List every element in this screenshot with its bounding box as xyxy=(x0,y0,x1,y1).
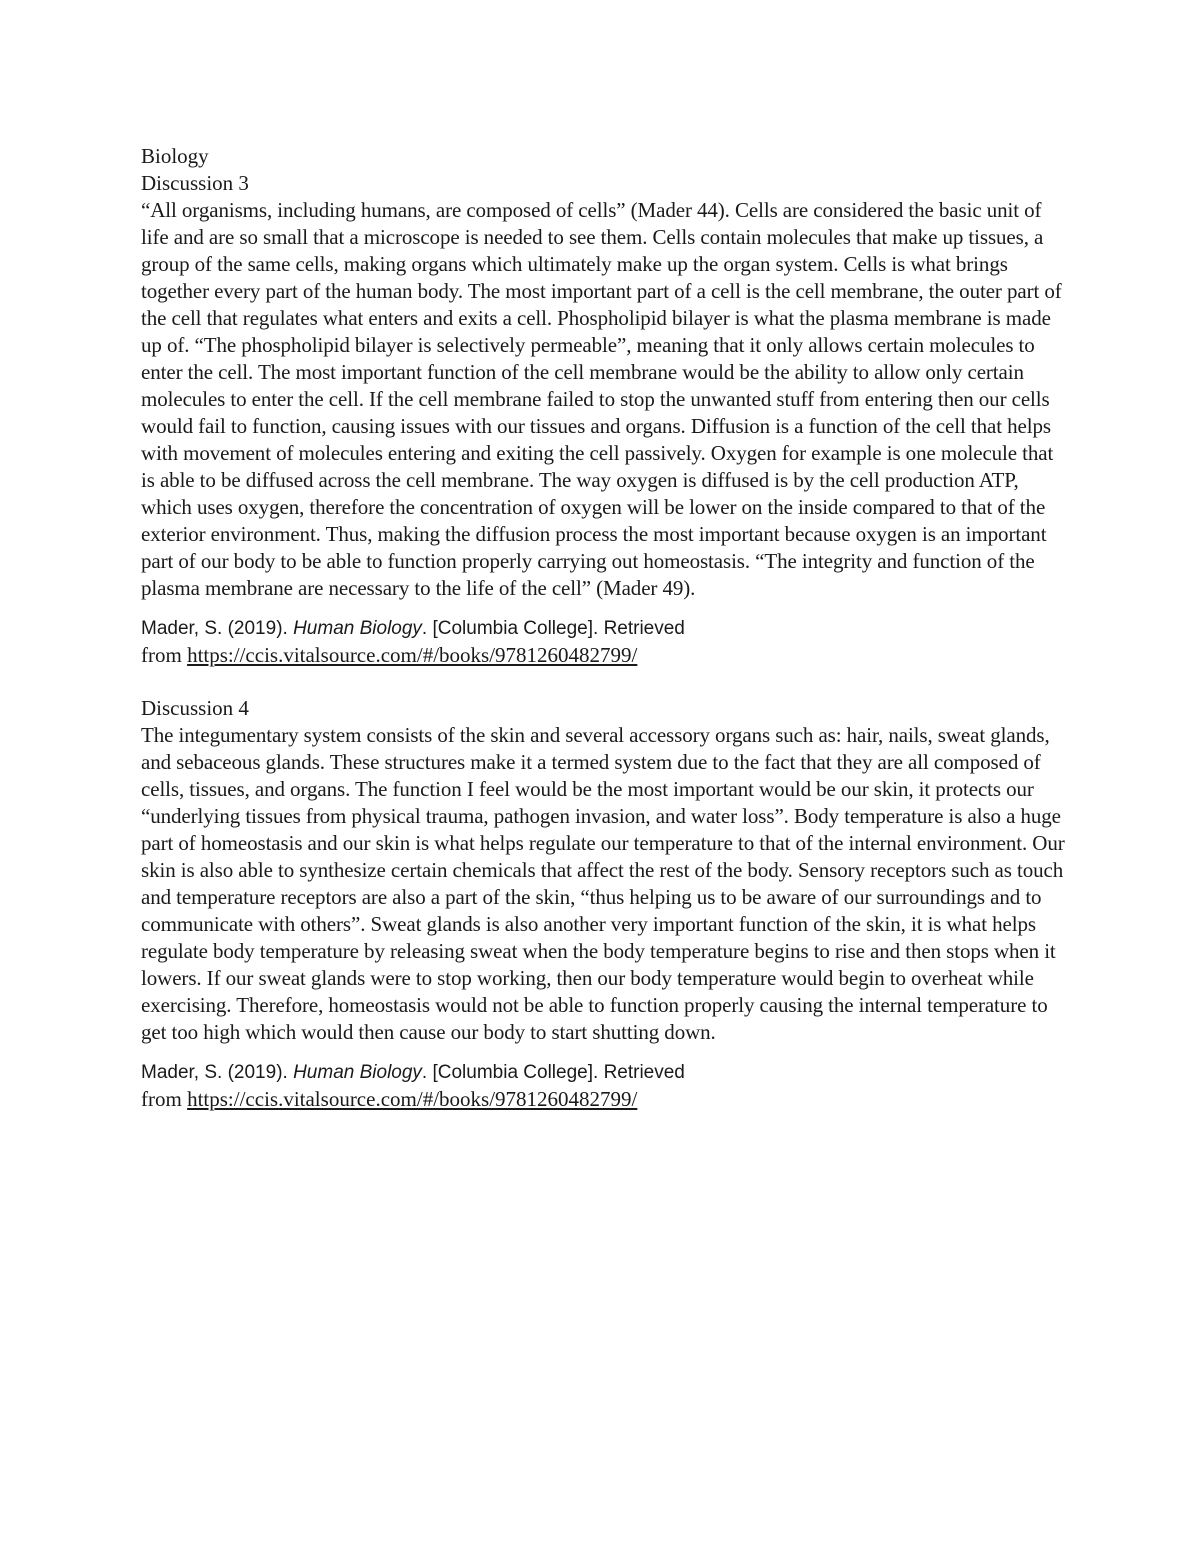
document-title: Biology xyxy=(141,144,209,168)
discussion-3-body: “All organisms, including humans, are composed of cells” (Mader 44). Cells are considered the basic unit of life and are so small that a microscope is needed to see them. Cells contain molecules that make up tissues, a group of the same cells, making organs which ultimately make up the organ system. Cells is what brings together every part of the human body. The most important part of a cell is the cell membrane, the outer part of the cell that regulates what enters and exits a cell. Phospholipid bilayer is what the plasma membrane is made up of. “The phospholipid bilayer is selectively permeable”, meaning that it only allows certain molecules to enter the cell. The most important function of the cell membrane would be the ability to allow only certain molecules to enter the cell. If the cell membrane failed to stop the unwanted stuff from entering then our cells would fail to function, causing issues with our tissues and organs. Diffusion is a function of the cell that helps with movement of molecules entering and exiting the cell passively. Oxygen for example is one molecule that is able to be diffused across the cell membrane. The way oxygen is diffused is by the cell production ATP, which uses oxygen, therefore the concentration of oxygen will be lower on the inside compared to that of the exterior environment. Thus, making the diffusion process the most important because oxygen is an important part of our body to be able to function properly carrying out homeostasis. “The integrity and function of the plasma membrane are necessary to the life of the cell” (Mader 49). xyxy=(141,198,1062,600)
citation-source xyxy=(141,642,1071,669)
citation-author-year: Mader, S. (2019). xyxy=(141,1062,294,1083)
discussion-4-heading: Discussion 4 xyxy=(141,696,249,720)
citation-source xyxy=(141,1086,1071,1113)
discussion-3-heading: Discussion 3 xyxy=(141,171,249,195)
discussion-4-citation xyxy=(141,1059,1071,1113)
citation-publisher: . [Columbia College]. Retrieved xyxy=(421,1062,685,1083)
discussion-3-citation xyxy=(141,615,1071,669)
citation-reference xyxy=(141,615,1071,642)
citation-url-link[interactable]: https://ccis.vitalsource.com/#/books/9781260482799/ xyxy=(187,1087,638,1111)
citation-book-title: Human Biology xyxy=(293,618,422,639)
citation-from-label: from xyxy=(141,643,188,667)
citation-from-label: from xyxy=(141,1087,188,1111)
citation-book-title: Human Biology xyxy=(293,1062,422,1083)
citation-author-year: Mader, S. (2019). xyxy=(141,618,294,639)
discussion-4-body: The integumentary system consists of the skin and several accessory organs such as: hair, nails, sweat glands, and sebaceous glands. These structures make it a termed system due to the fact that they are all composed of cells, tissues, and organs. The function I feel would be the most important would be our skin, it protects our “underlying tissues from physical trauma, pathogen invasion, and water loss”. Body temperature is also a huge part of homeostasis and our skin is what helps regulate our temperature to that of the internal environment. Our skin is also able to synthesize certain chemicals that affect the rest of the body. Sensory receptors such as touch and temperature receptors are also a part of the skin, “thus helping us to be aware of our surroundings and to communicate with others”. Sweat glands is also another very important function of the skin, it is what helps regulate body temperature by releasing sweat when the body temperature begins to rise and then stops when it lowers. If our sweat glands were to stop working, then our body temperature would begin to overheat while exercising. Therefore, homeostasis would not be able to function properly causing the internal temperature to get too high which would then cause our body to start shutting down. xyxy=(141,723,1065,1044)
citation-url-link[interactable]: https://ccis.vitalsource.com/#/books/9781260482799/ xyxy=(187,643,638,667)
document-content xyxy=(141,143,1071,1113)
discussion-3-section xyxy=(141,170,1071,669)
discussion-4-section xyxy=(141,695,1071,1113)
citation-reference xyxy=(141,1059,1071,1086)
citation-publisher: . [Columbia College]. Retrieved xyxy=(421,618,685,639)
